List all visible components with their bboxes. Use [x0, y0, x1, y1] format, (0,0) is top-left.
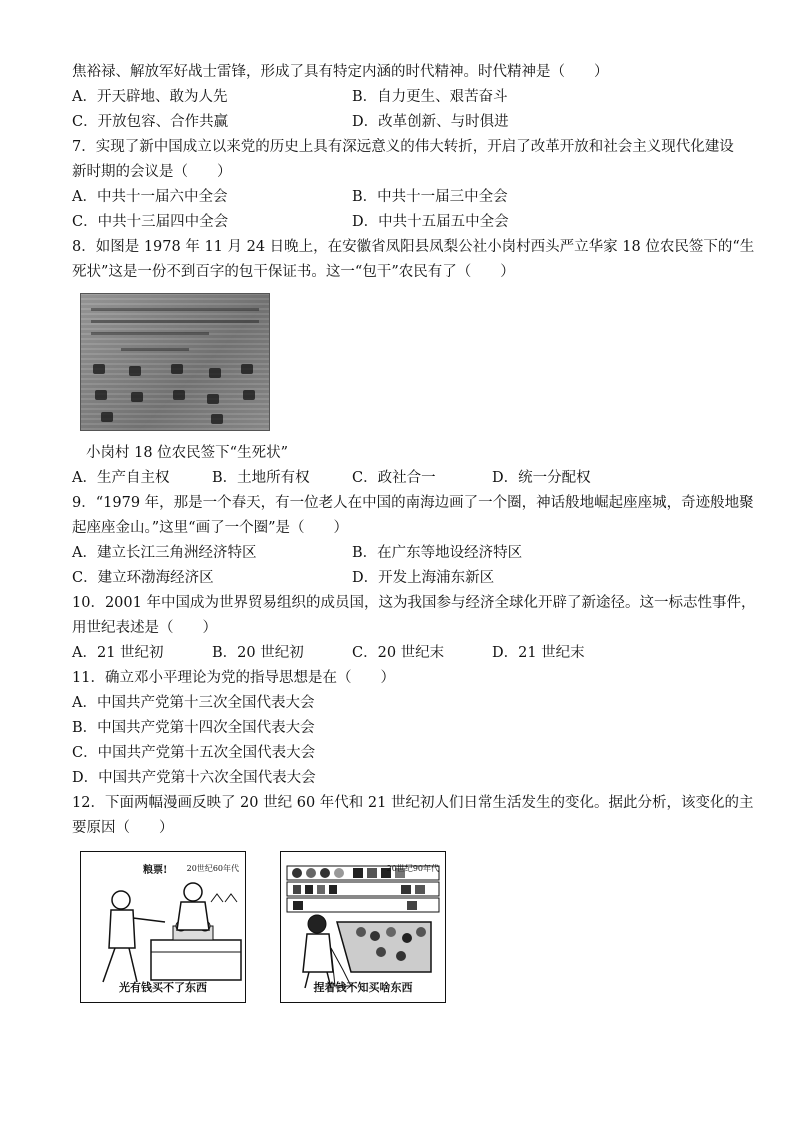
- q10-option-d[interactable]: D．21 世纪末: [492, 645, 585, 661]
- q10-option-b[interactable]: B．20 世纪初: [212, 645, 304, 661]
- q11-option-c[interactable]: C．中国共产党第十五次全国代表大会: [72, 745, 316, 761]
- exam-page: [72, 60, 756, 1003]
- q8-options: [72, 466, 722, 491]
- q6-option-b[interactable]: B．自力更生、艰苦奋斗: [352, 89, 508, 105]
- q8-stem-line2: 死状”这是一份不到百字的包干保证书。这一“包干”农民有了（ ）: [72, 264, 515, 280]
- q9-options-row1: [72, 541, 722, 566]
- q6-option-a[interactable]: A．开天辟地、敢为人先: [72, 89, 228, 105]
- q7-option-c[interactable]: C．中共十三届四中全会: [72, 214, 229, 230]
- q9-options-row2: [72, 566, 722, 591]
- q10-stem-line2: 用世纪表述是（ ）: [72, 620, 217, 636]
- q9-stem-line2: 起座座金山。”这里“画了一个圈”是（ ）: [72, 520, 348, 536]
- q7-stem-line1: 7．实现了新中国成立以来党的历史上具有深远意义的伟大转折，开启了改革开放和社会主义现代化建设: [72, 139, 734, 155]
- contract-photo-caption: 小岗村 18 位农民签下“生死状”: [86, 445, 288, 461]
- q6-option-c[interactable]: C．开放包容、合作共赢: [72, 114, 229, 130]
- q8-stem-line1: 8．如图是 1978 年 11 月 24 日晚上，在安徽省凤阳县凤梨公社小岗村西头严立华家 18 位农民签下的“生: [72, 239, 755, 255]
- q7-options-row1: [72, 185, 722, 210]
- comic-1960s-era: 20世纪60年代: [186, 864, 239, 873]
- q10-option-a[interactable]: A．21 世纪初: [72, 645, 164, 661]
- q8-option-a[interactable]: A．生产自主权: [72, 470, 170, 486]
- contract-photo: [80, 293, 270, 431]
- q11-option-a[interactable]: A．中国共产党第十三次全国代表大会: [72, 695, 315, 711]
- q7-options-row2: [72, 210, 722, 235]
- q9-option-a[interactable]: A．建立长江三角洲经济特区: [72, 545, 257, 561]
- q6-options-row1: [72, 85, 722, 110]
- q7-option-a[interactable]: A．中共十一届六中全会: [72, 189, 228, 205]
- q9-option-d[interactable]: D．开发上海浦东新区: [352, 570, 495, 586]
- q11-option-b[interactable]: B．中国共产党第十四次全国代表大会: [72, 720, 315, 736]
- q6-stem: 焦裕禄、解放军好战士雷锋，形成了具有特定内涵的时代精神。时代精神是（ ）: [72, 64, 609, 80]
- q7-option-d[interactable]: D．中共十五届五中全会: [352, 214, 509, 230]
- q6-options-row2: [72, 110, 722, 135]
- q12-stem-line1: 12．下面两幅漫画反映了 20 世纪 60 年代和 21 世纪初人们日常生活发生的变化。据此分析，该变化的主: [72, 795, 754, 811]
- comic-modern: [280, 851, 446, 1003]
- q9-option-c[interactable]: C．建立环渤海经济区: [72, 570, 214, 586]
- q9-option-b[interactable]: B．在广东等地设经济特区: [352, 545, 523, 561]
- q11-option-d[interactable]: D．中国共产党第十六次全国代表大会: [72, 770, 316, 786]
- comic-pair: [80, 851, 722, 1003]
- q8-option-b[interactable]: B．土地所有权: [212, 470, 310, 486]
- q10-option-c[interactable]: C．20 世纪末: [352, 645, 445, 661]
- comic-modern-era: 20世纪90年代: [386, 864, 439, 873]
- q10-stem-line1: 10．2001 年中国成为世界贸易组织的成员国，这为我国参与经济全球化开辟了新途径。这一标志性事件，: [72, 595, 756, 611]
- comic-modern-caption: 捏着钱不知买啥东西: [313, 981, 413, 994]
- q7-option-b[interactable]: B．中共十一届三中全会: [352, 189, 508, 205]
- q8-option-c[interactable]: C．政社合一: [352, 470, 436, 486]
- comic-1960s-caption: 光有钱买不了东西: [119, 981, 207, 994]
- comic-1960s: [80, 851, 246, 1003]
- q9-stem-line1: 9．“1979 年，那是一个春天，有一位老人在中国的南海边画了一个圈，神话般地崛起座座城，奇迹般地聚: [72, 495, 754, 511]
- q11-stem: 11．确立邓小平理论为党的指导思想是在（ ）: [72, 670, 395, 686]
- q10-options: [72, 641, 722, 666]
- q6-option-d[interactable]: D．改革创新、与时俱进: [352, 114, 509, 130]
- comic-1960s-speech: 粮票!: [143, 865, 168, 876]
- q12-stem-line2: 要原因（ ）: [72, 820, 174, 836]
- q8-option-d[interactable]: D．统一分配权: [492, 470, 591, 486]
- q7-stem-line2: 新时期的会议是（ ）: [72, 164, 232, 180]
